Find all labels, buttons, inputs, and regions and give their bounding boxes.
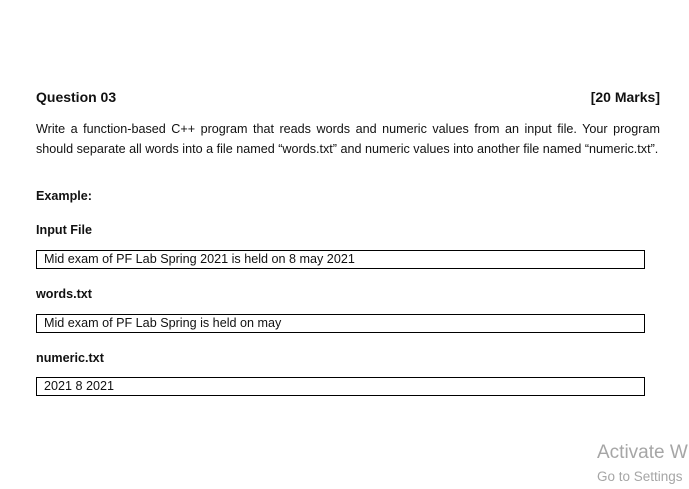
words-file-label: words.txt bbox=[36, 287, 92, 301]
question-header bbox=[36, 88, 660, 106]
words-file-box: Mid exam of PF Lab Spring is held on may bbox=[36, 314, 645, 333]
question-title: Question 03 bbox=[36, 89, 117, 105]
question-prompt: Write a function-based C++ program that reads words and numeric values from an input file. Your program should separate all words into a file named “words.txt” and numeric values into another file named “numeric.txt”. bbox=[36, 122, 660, 156]
activation-watermark-subtitle: Go to Settings bbox=[597, 469, 683, 484]
example-heading: Example: bbox=[36, 189, 92, 203]
activation-watermark-title: Activate W bbox=[597, 442, 688, 463]
input-file-label: Input File bbox=[36, 223, 92, 237]
question-marks: [20 Marks] bbox=[590, 89, 660, 105]
numeric-file-box: 2021 8 2021 bbox=[36, 377, 645, 396]
numeric-file-label: numeric.txt bbox=[36, 351, 104, 365]
input-file-box: Mid exam of PF Lab Spring 2021 is held on 8 may 2021 bbox=[36, 250, 645, 269]
